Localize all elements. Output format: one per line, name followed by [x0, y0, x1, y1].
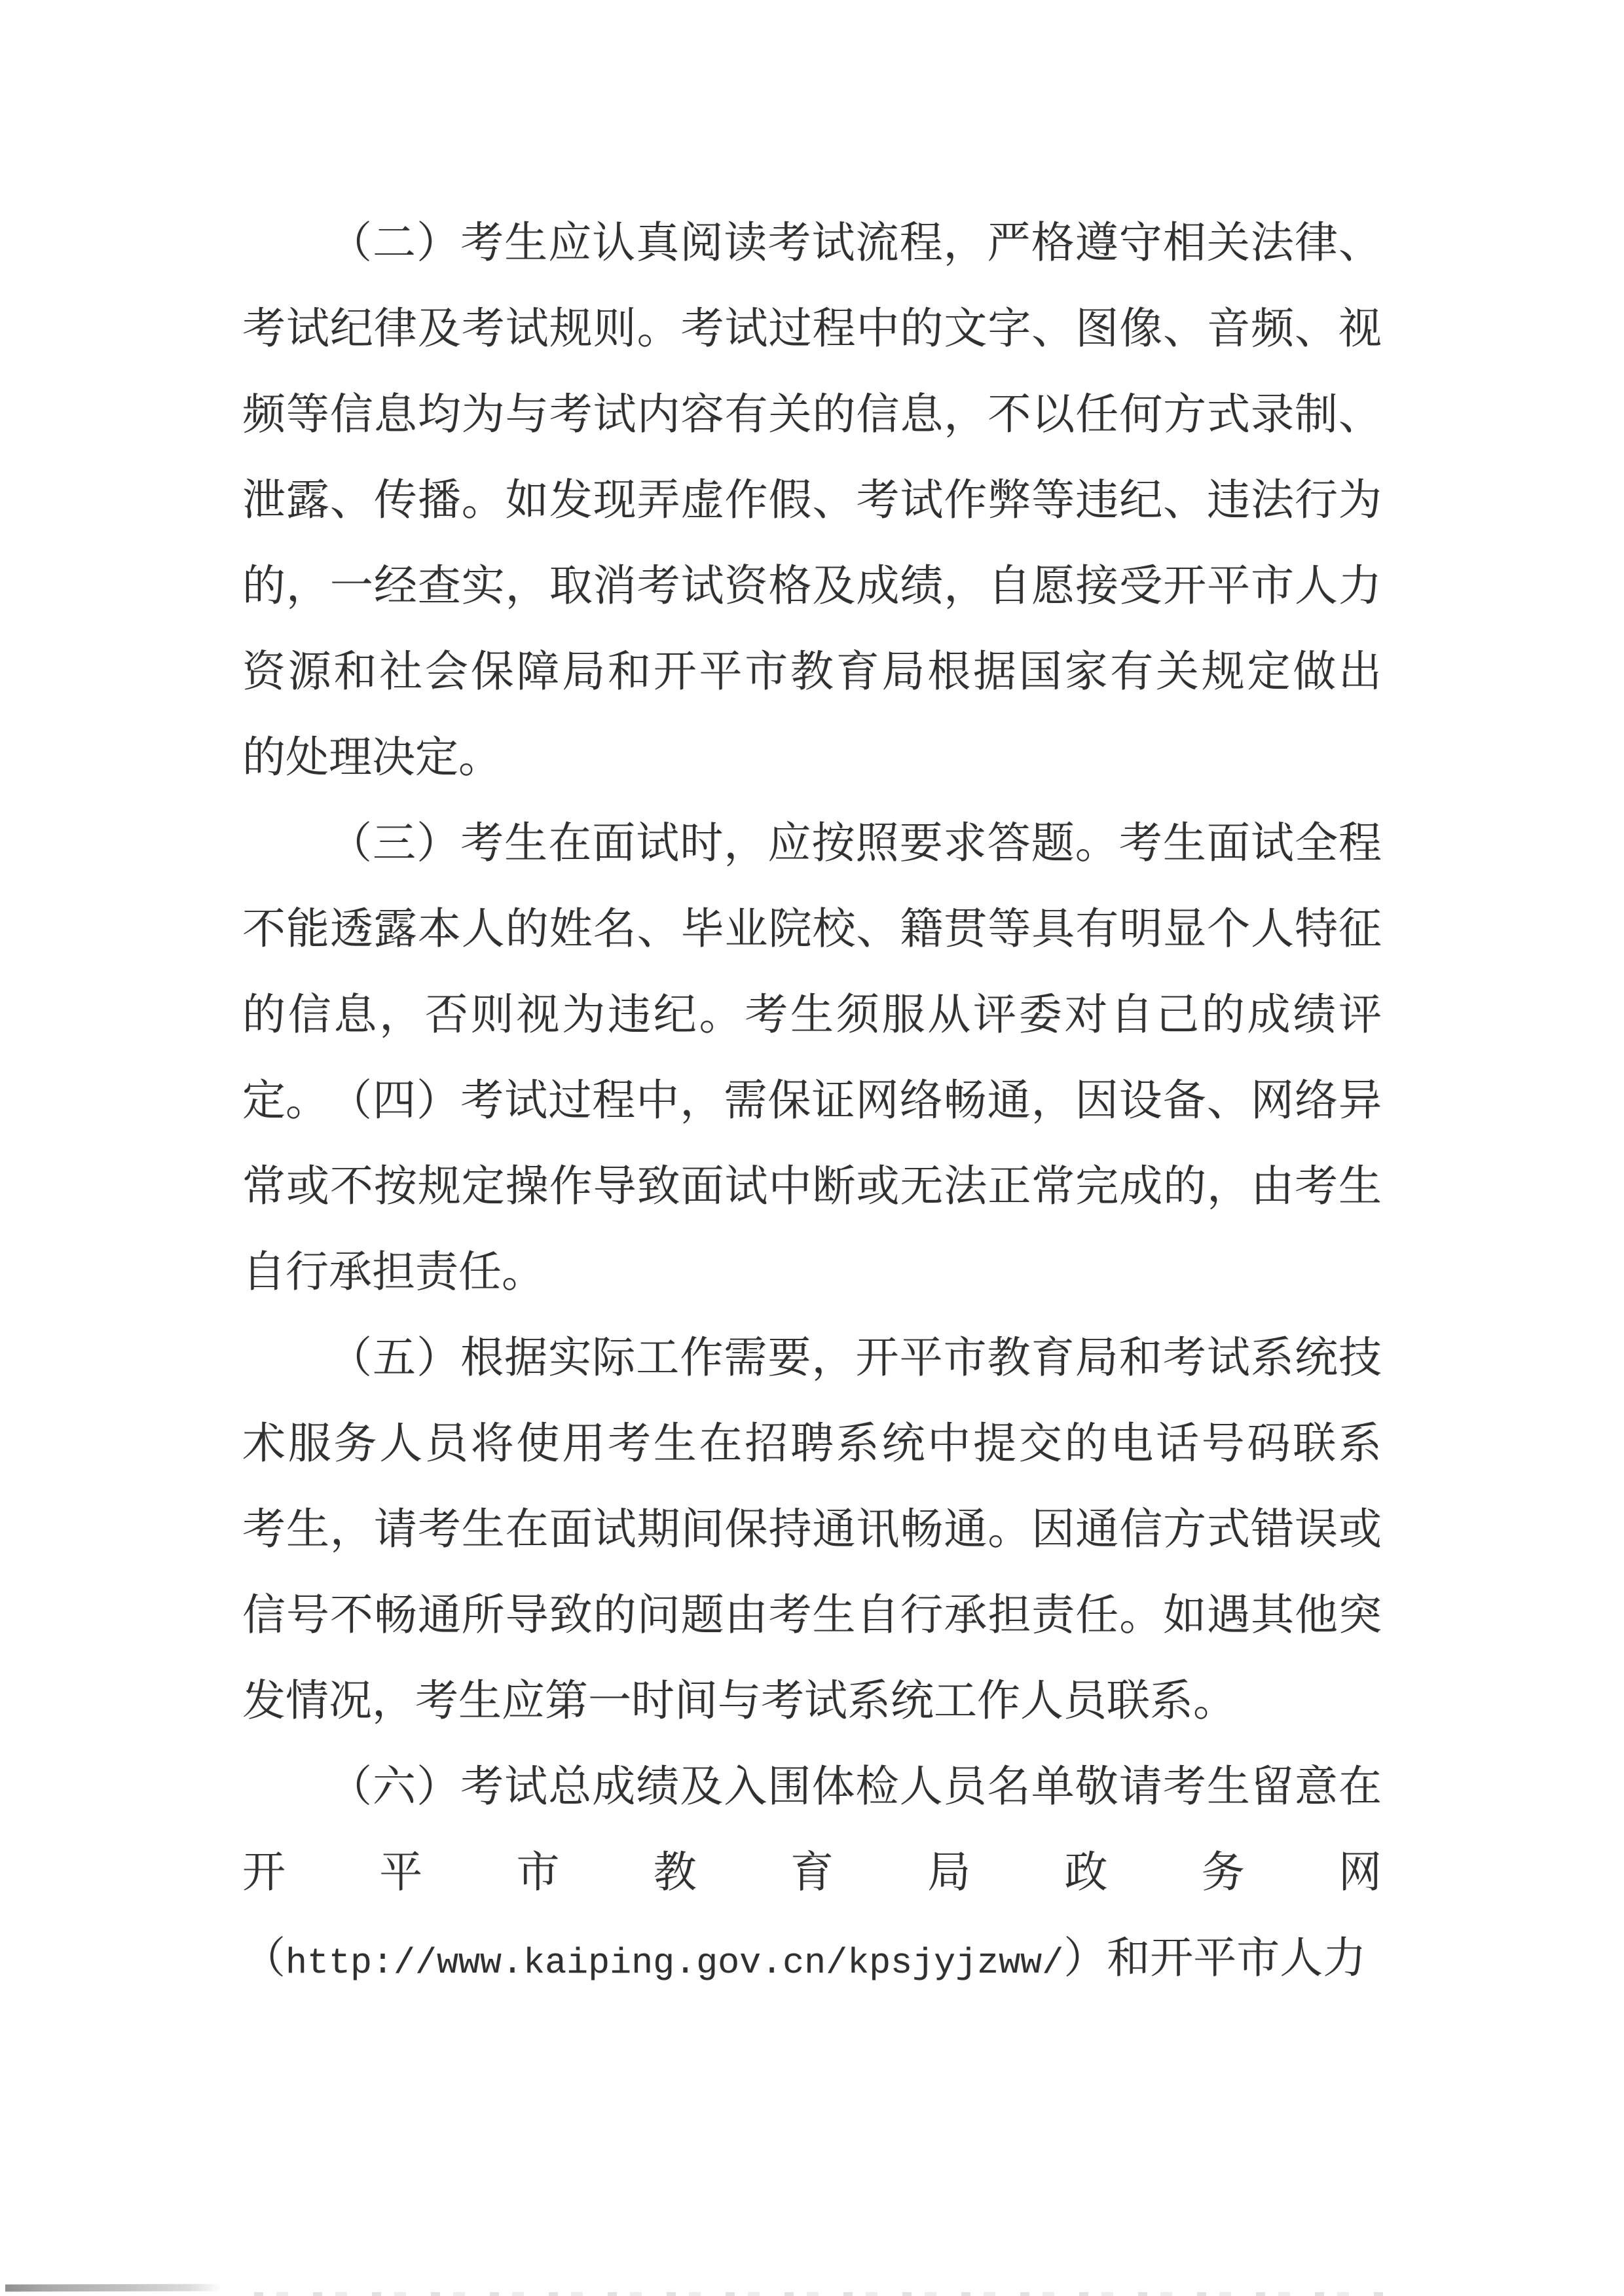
- paragraph-clause-6: [242, 1744, 1382, 2001]
- text-line: 考生，请考生在面试期间保持通讯畅通。因通信方式错误或: [242, 1506, 1382, 1554]
- text-line: 频等信息均为与考试内容有关的信息，不以任何方式录制、: [242, 391, 1382, 439]
- text-line: （二）考生应认真阅读考试流程，严格遵守相关法律、: [329, 219, 1382, 267]
- website-url-text: http://www.kaiping.gov.cn/kpsjyjzww/: [286, 1942, 1064, 1984]
- text-line-with-url: [242, 1916, 1382, 2001]
- text-line: 资源和社会保障局和开平市教育局根据国家有关规定做出: [242, 648, 1382, 696]
- text-line: （四）考试过程中，需保证网络畅通，因设备、网络异: [329, 1077, 1382, 1125]
- text-line: （六）考试总成绩及入围体检人员名单敬请考生留意在: [329, 1763, 1382, 1811]
- text-line: 自行承担责任。: [242, 1248, 545, 1296]
- text-line: （三）考生在面试时，应按照要求答题。考生面试全程: [329, 820, 1382, 867]
- paragraph-clause-4: [242, 1058, 1382, 1315]
- scan-artifact-next-page-edge: [254, 2292, 1387, 2296]
- text-line: 信号不畅通所导致的问题由考生自行承担责任。如遇其他突: [242, 1592, 1382, 1639]
- paragraph-clause-5: [242, 1315, 1382, 1744]
- text-line: 考试纪律及考试规则。考试过程中的文字、图像、音频、视: [242, 305, 1382, 353]
- text-line: （五）根据实际工作需要，开平市教育局和考试系统技: [329, 1334, 1382, 1382]
- document-body: [242, 200, 1382, 2001]
- scan-artifact-smear: [5, 2284, 221, 2292]
- text-line-justified-wide: 开平市教育局政务网: [242, 1849, 1382, 1897]
- text-line: 不能透露本人的姓名、毕业院校、籍贯等具有明显个人特征: [242, 905, 1382, 953]
- text-line: 泄露、传播。如发现弄虚作假、考试作弊等违纪、违法行为: [242, 477, 1382, 524]
- text-line: 的信息，否则视为违纪。考生须服从评委对自己的成绩评定。: [242, 991, 1382, 1125]
- text-line: 的处理决定。: [242, 734, 502, 782]
- paragraph-clause-2: [242, 200, 1382, 801]
- text-line: 术服务人员将使用考生在招聘系统中提交的电话号码联系: [242, 1420, 1382, 1468]
- text-line: 常或不按规定操作导致面试中断或无法正常完成的，由考生: [242, 1163, 1382, 1211]
- text-line: 的，一经查实，取消考试资格及成绩，自愿接受开平市人力: [242, 562, 1382, 610]
- fullwidth-open-paren: （: [242, 1935, 286, 1982]
- text-line: 发情况，考生应第一时间与考试系统工作人员联系。: [242, 1677, 1236, 1725]
- fullwidth-close-paren-and-text: ）和开平市人力: [1063, 1935, 1367, 1982]
